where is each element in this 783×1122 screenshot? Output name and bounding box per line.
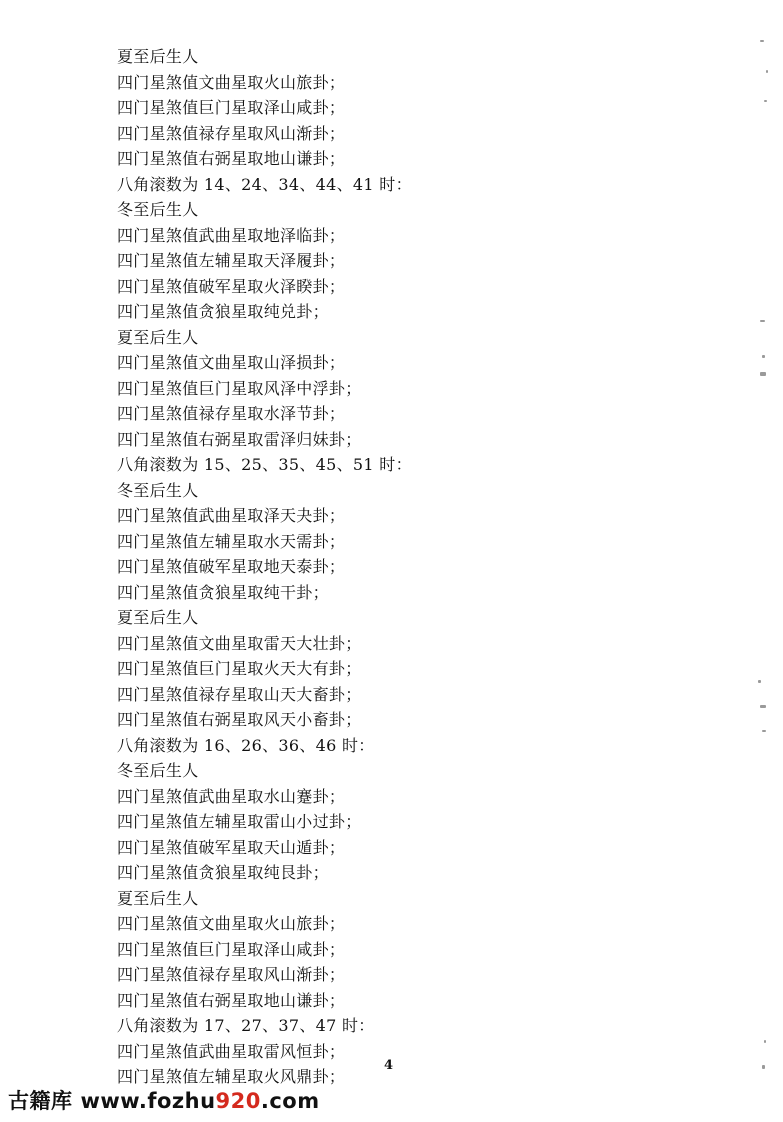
scan-speck: [760, 40, 764, 42]
text-line: 八角滚数为 16、26、36、46 时：: [117, 735, 375, 755]
text-line: 四门星煞值贪狼星取纯兑卦；: [117, 302, 329, 321]
text-line: 八角滚数为 15、25、35、45、51 时：: [117, 455, 412, 474]
text-line: 四门星煞值贪狼星取纯艮卦；: [117, 863, 329, 882]
text-line: 四门星煞值右弼星取风天小畜卦；: [117, 710, 362, 729]
text-line: 四门星煞值左辅星取雷山小过卦；: [117, 812, 362, 831]
text-line: 八角滚数为 14、24、34、44、41 时：: [117, 174, 412, 194]
watermark-url-prefix: www.fozhu: [80, 1089, 216, 1113]
text-line: 四门星煞值破军星取天山遁卦；: [117, 837, 346, 857]
scan-speck: [762, 355, 765, 358]
watermark-name: 古籍库: [8, 1089, 73, 1113]
text-line: 四门星煞值文曲星取火山旅卦；: [117, 914, 346, 933]
text-line: 四门星煞值右弼星取地山谦卦；: [117, 990, 346, 1010]
text-line: 四门星煞值武曲星取泽天夬卦；: [117, 506, 346, 525]
document-body: [117, 44, 677, 1090]
text-line: 四门星煞值禄存星取山天大畜卦；: [117, 684, 362, 704]
scan-speck: [760, 372, 766, 376]
text-line: 四门星煞值左辅星取水天需卦；: [117, 531, 346, 551]
text-line: 四门星煞值武曲星取地泽临卦；: [117, 225, 346, 245]
text-line: 夏至后生人: [117, 327, 199, 347]
text-line: 四门星煞值文曲星取山泽损卦；: [117, 353, 346, 372]
text-line: 夏至后生人: [117, 888, 199, 908]
text-line: 八角滚数为 17、27、37、47 时：: [117, 1016, 375, 1035]
watermark-url-accent: 920: [215, 1089, 261, 1113]
scan-speck: [766, 70, 768, 73]
text-line: 四门星煞值破军星取地天泰卦；: [117, 557, 346, 576]
scan-speck: [762, 730, 766, 732]
text-line: 四门星煞值右弼星取雷泽归妹卦；: [117, 429, 362, 449]
text-line: 四门星煞值巨门星取泽山咸卦；: [117, 939, 346, 959]
text-line: 冬至后生人: [117, 761, 199, 780]
text-line: 四门星煞值左辅星取天泽履卦；: [117, 251, 346, 270]
text-line: 夏至后生人: [117, 47, 199, 66]
text-line: 四门星煞值贪狼星取纯干卦；: [117, 582, 329, 602]
text-line: 冬至后生人: [117, 480, 199, 500]
scan-speck: [764, 100, 767, 102]
text-line: 四门星煞值右弼星取地山谦卦；: [117, 149, 346, 168]
page-number: 4: [384, 1058, 394, 1073]
text-line: 四门星煞值左辅星取火风鼎卦；: [117, 1067, 346, 1086]
text-line: 冬至后生人: [117, 200, 199, 219]
scan-speck: [760, 705, 766, 708]
text-line: 四门星煞值武曲星取雷风恒卦；: [117, 1041, 346, 1061]
watermark-url-suffix: .com: [260, 1089, 320, 1113]
watermark-url: [81, 1089, 320, 1113]
text-line: 四门星煞值巨门星取火天大有卦；: [117, 659, 362, 678]
scan-speck: [762, 1065, 765, 1069]
watermark: [8, 1085, 320, 1115]
text-line: 四门星煞值禄存星取风山渐卦；: [117, 123, 346, 143]
scan-speck: [764, 1040, 766, 1043]
text-line: 四门星煞值巨门星取泽山咸卦；: [117, 98, 346, 117]
text-line: 四门星煞值文曲星取雷天大壮卦；: [117, 633, 362, 653]
text-line: 四门星煞值文曲星取火山旅卦；: [117, 72, 346, 92]
text-line: 四门星煞值破军星取火泽睽卦；: [117, 276, 346, 296]
scan-speck: [760, 320, 765, 322]
text-line: 四门星煞值禄存星取水泽节卦；: [117, 404, 346, 423]
text-line: 夏至后生人: [117, 608, 199, 627]
scan-speck: [758, 680, 761, 683]
text-line: 四门星煞值巨门星取风泽中浮卦；: [117, 378, 362, 398]
text-line: 四门星煞值禄存星取风山渐卦；: [117, 965, 346, 984]
text-line: 四门星煞值武曲星取水山蹇卦；: [117, 786, 346, 806]
